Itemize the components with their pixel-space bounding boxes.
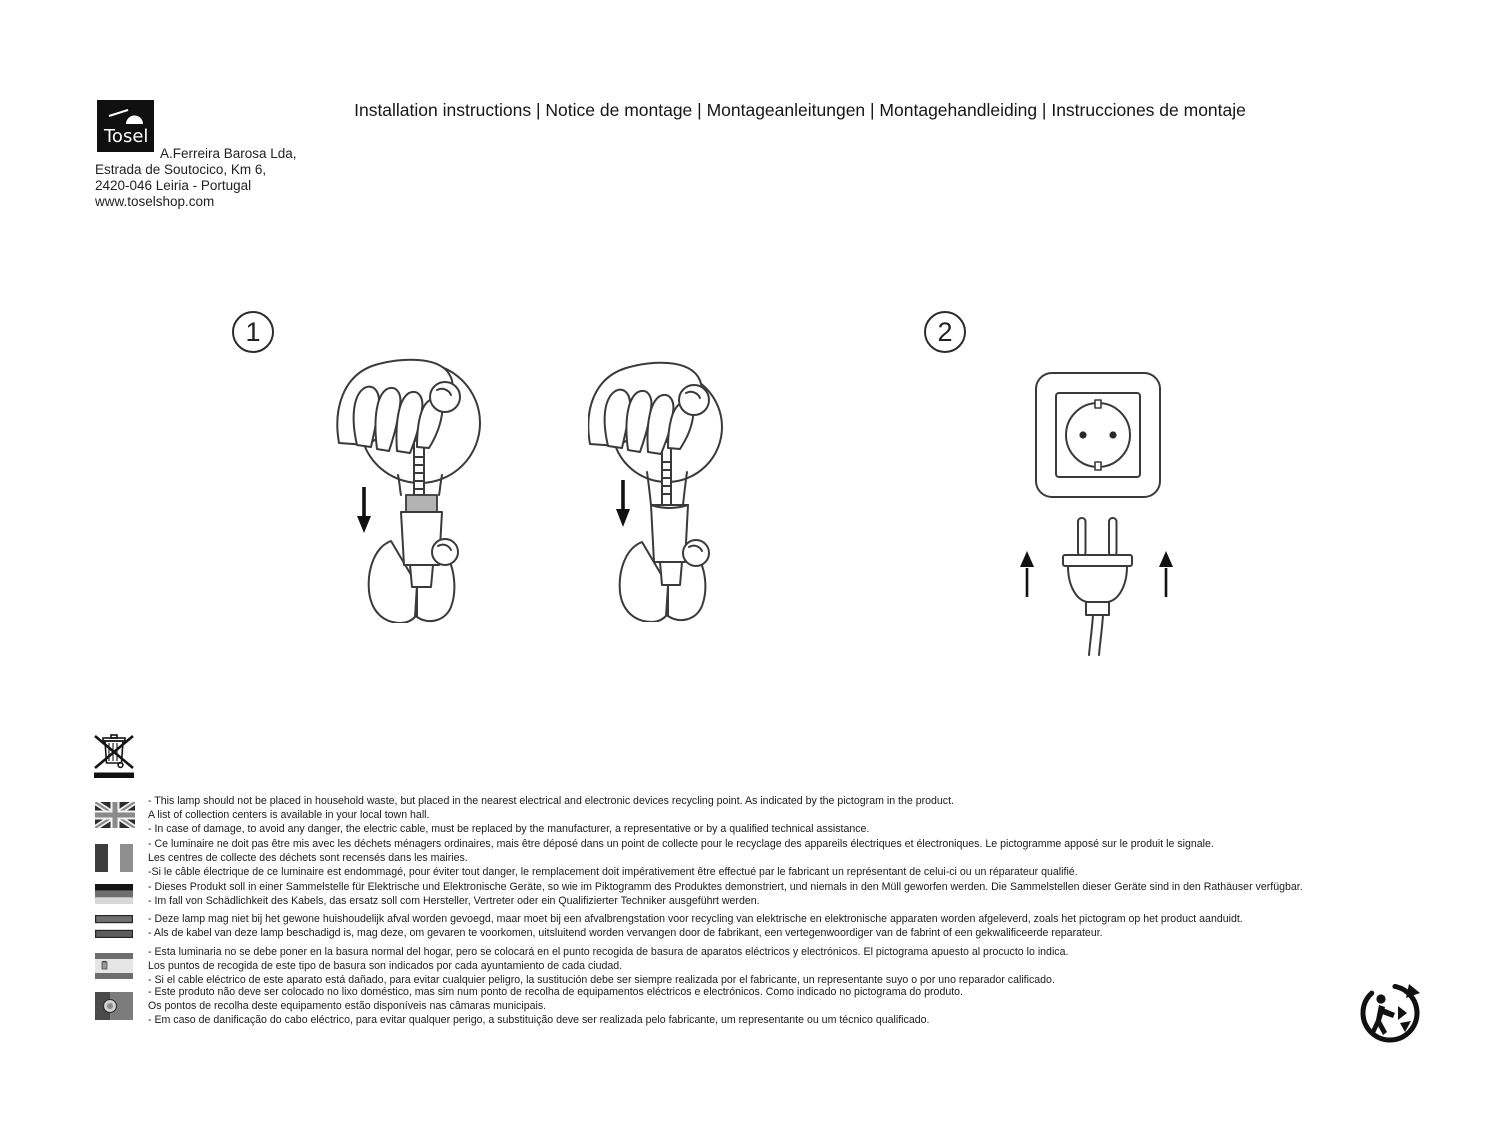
socket-collar <box>406 495 437 512</box>
logo-text: Tosel <box>104 126 149 147</box>
notice-line: - In case of damage, to avoid any danger, the electric cable, must be replaced by the manufacturer, a representative or by a qualified technical assistance. <box>148 823 870 835</box>
notice-row-spanish <box>95 945 1068 987</box>
company-address <box>95 146 297 210</box>
notice-row-french <box>95 837 1214 879</box>
flag-united-kingdom-icon <box>95 802 135 828</box>
flag-portugal-icon <box>95 992 133 1020</box>
notice-line: - Esta luminaria no se debe poner en la basura normal del hogar, pero se colocará en el punto recogida de basura de aparatos eléctricos y electrónicos. El pictograma apuesto al procucto lo indica. <box>148 946 1069 958</box>
notice-line: A list of collection centers is available in your local town hall. <box>148 809 430 821</box>
socket-plug-illustration <box>1008 365 1180 657</box>
flag-france-icon <box>95 844 133 872</box>
notice-line: - Als de kabel van deze lamp beschadigd is, mag deze, om gevaren te voorkomen, uitsluitend worden vervangen door de fabrikant, een vertegenwoordiger van de fabrint of een gekwalificeerde reparateur. <box>148 927 1103 939</box>
notice-row-dutch <box>95 912 1243 940</box>
weee-crossed-bin-icon <box>94 731 134 779</box>
notice-line: - Este produto não deve ser colocado no lixo doméstico, mas sim num ponto de recolha de equipamentos eléctricos e electrónicos. Como indicado no pictograma do produto. <box>148 986 963 998</box>
tosel-logo <box>97 100 154 152</box>
flag-netherlands-icon <box>95 915 133 938</box>
plug-drawing <box>1063 518 1132 655</box>
notice-line: - Em caso de danificação do cabo eléctrico, para evitar qualquer perigo, a substituição deve ser realizada pelo fabricante, um representante ou um técnico qualificado. <box>148 1014 930 1026</box>
company-name: A.Ferreira Barosa Lda, <box>160 146 297 161</box>
website-text: www.toselshop.com <box>95 194 215 209</box>
bulb-insert-illustration-1 <box>333 345 488 623</box>
step-1-number: 1 <box>245 316 261 347</box>
notice-line: - Im fall von Schädlichkeit des Kabels, das ersatz soll com Hersteller, Vertreter oder ein Qualifizierter Techniker ausgeführt werden. <box>148 895 760 907</box>
notice-line: - This lamp should not be placed in household waste, but placed in the nearest electrical and electronic devices recycling point. As indicated by the pictogram in the product. <box>148 795 954 807</box>
step-2-badge <box>924 311 966 353</box>
triman-recycling-icon <box>1357 980 1423 1046</box>
spain-crest <box>102 962 107 970</box>
step-2-number: 2 <box>937 316 953 347</box>
notice-line: Les centres de collecte des déchets sont recensés dans les mairies. <box>148 852 468 864</box>
notice-line: Los puntos de recogida de este tipo de basura son indicados por cada ayuntamiento de cada ciudad. <box>148 960 623 972</box>
notice-line: Os pontos de recolha deste equipamento estão disponíveis nas câmaras municipais. <box>148 1000 547 1012</box>
address-line-2: 2420-046 Leiria - Portugal <box>95 178 252 193</box>
page-title: Installation instructions | Notice de montage | Montageanleitungen | Montagehandleiding | Instrucciones de montaje <box>354 100 1246 120</box>
notice-line: - Si el cable eléctrico de este aparato está dañado, para evitar cualquier peligro, la sustitución debe ser siempre realizada por el fabricante, un representante suyo o por uno reparador calificado. <box>148 974 1055 986</box>
address-line-1: Estrada de Soutocico, Km 6, <box>95 162 267 177</box>
notice-row-german <box>95 880 1303 908</box>
notice-line: - Ce luminaire ne doit pas être mis avec les déchets ménagers ordinaires, mais être déposé dans un point de collecte pour le recyclage des appareils électriques et électroniques. Le pictogramme apposé sur le produit le signale. <box>148 838 1214 850</box>
up-arrow-icon <box>1020 551 1034 597</box>
notice-row-portuguese <box>95 985 963 1027</box>
notice-line: - Deze lamp mag niet bij het gewone huishoudelijk afval worden gevoegd, maar moet bij een afvalbrengstation voor recycling van elektrische en elektronische apparaten worden afgeleverd, zoals het pictogram op het product aanduidt. <box>148 913 1243 925</box>
notice-row-english <box>95 794 954 836</box>
notice-line: -Si le câble électrique de ce luminaire est endommagé, pour éviter tout danger, le remplacement doit impérativement être effectué par le fabricant un représentant de celui-ci ou un réparateur qualifié. <box>148 866 1078 878</box>
wall-socket-drawing <box>1036 373 1160 497</box>
flag-germany-icon <box>95 884 133 904</box>
flag-spain-icon <box>95 953 133 979</box>
step-1-badge <box>232 311 274 353</box>
bulb-insert-illustration-2 <box>588 350 738 622</box>
down-arrow-icon <box>616 480 630 527</box>
up-arrow-icon <box>1159 551 1173 597</box>
notice-line: - Dieses Produkt soll in einer Sammelstelle für Elektrische und Elektronische Geräte, so wie im Piktogramm des Produktes demonstriert, und niemals in den Müll geworfen werden. Die Sammelstellen dieser Geräte sind in den Rathäuser verfügbar. <box>148 881 1303 893</box>
down-arrow-icon <box>357 487 371 533</box>
